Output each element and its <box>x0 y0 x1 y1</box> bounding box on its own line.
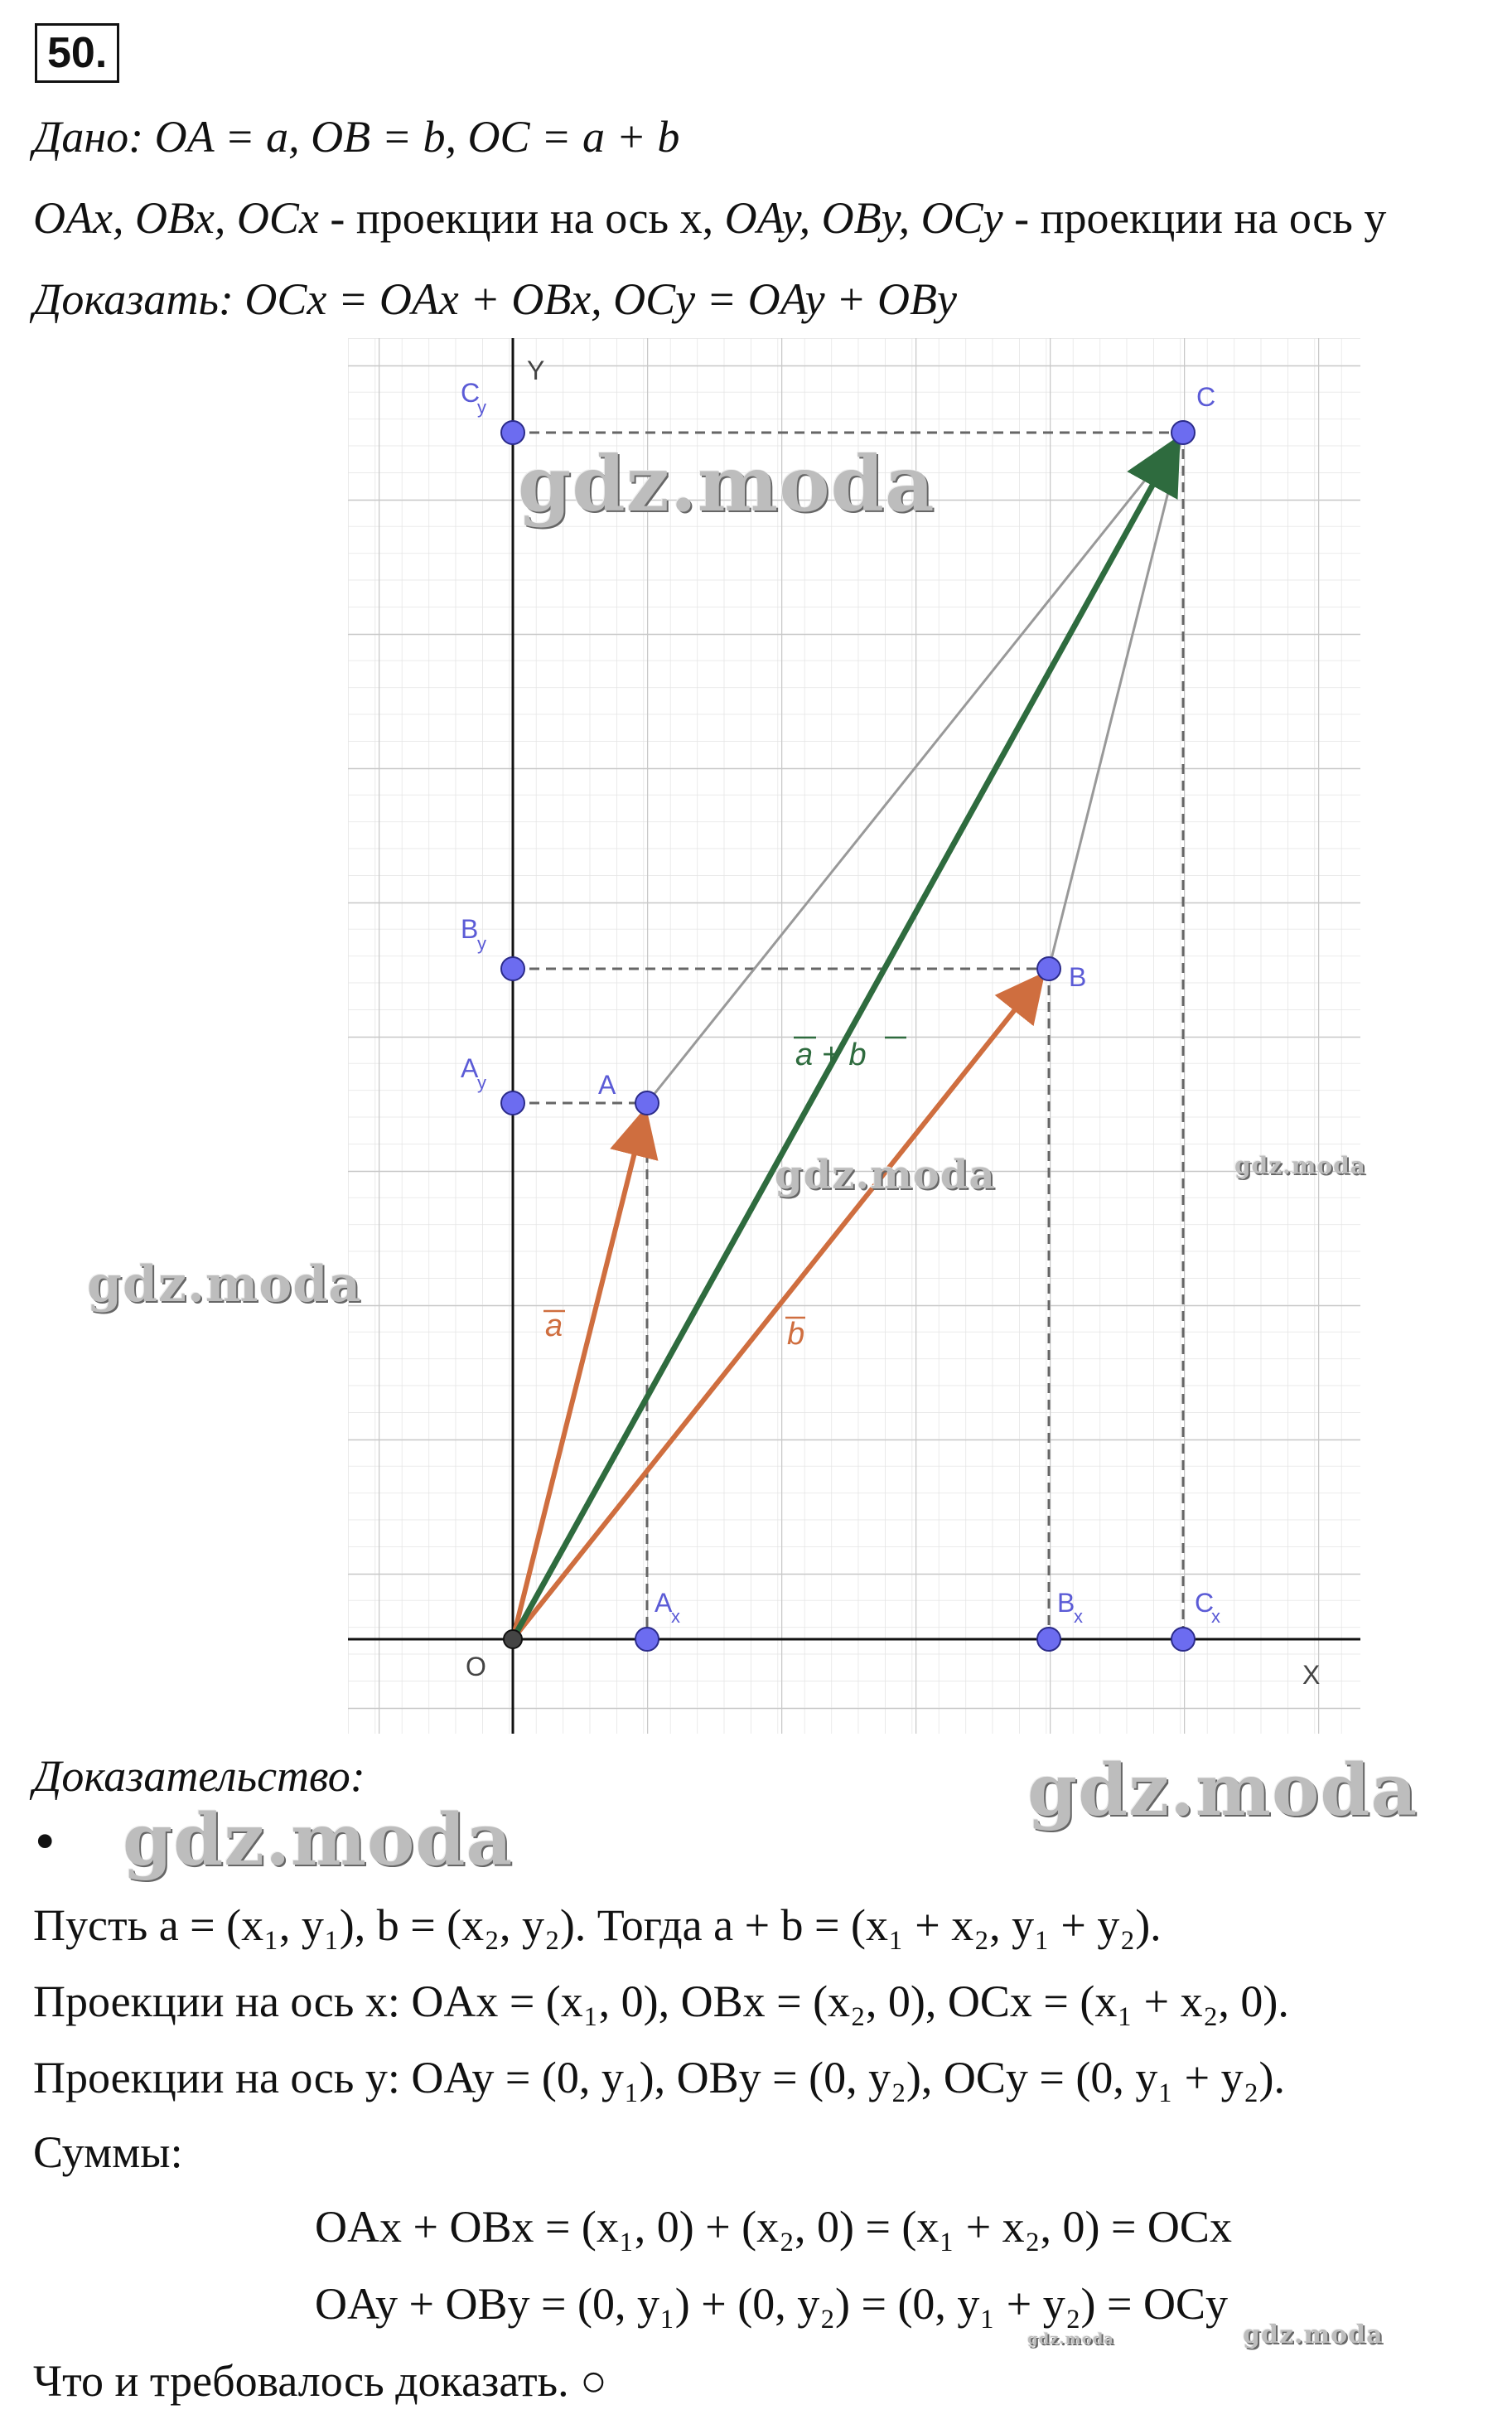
prove-formula: OCx = OAx + OBx, OCy = OAy + OBy <box>244 274 957 324</box>
label-ay: A <box>461 1053 479 1083</box>
watermark: gdz.moda <box>1234 1152 1366 1179</box>
conclusion: Что и требовалось доказать. ○ <box>33 2356 607 2406</box>
proof-line-3: Проекции на ось y: OAy = (0, y₁), OBy = (0, y₂), OCy = (0, y₁ + y₂). <box>33 2053 1285 2102</box>
bullet-icon: • <box>35 1810 56 1874</box>
watermark: gdz.moda <box>1027 2330 1114 2348</box>
grid <box>348 338 1360 1734</box>
sum-equation-y: OAy + OBy = (0, y₁) + (0, y₂) = (0, y₁ + y₂) = OCy <box>315 2279 1228 2329</box>
projections-y-list: OAy, OBy, OCy <box>724 193 1003 243</box>
point-ax <box>635 1628 659 1651</box>
given-label: Дано: <box>33 112 144 162</box>
axis-x-label: X <box>1302 1660 1321 1690</box>
projections-y-text: - проекции на ось y <box>1002 193 1387 243</box>
prove-label: Доказать: <box>33 274 234 324</box>
label-cx: C <box>1195 1588 1215 1618</box>
point-o <box>504 1630 522 1648</box>
origin-label: O <box>466 1652 486 1681</box>
watermark: gdz.moda <box>87 1256 362 1314</box>
vector-sum-label: a + b <box>795 1038 867 1072</box>
label-by-sub: y <box>477 933 486 954</box>
axis-y-label: Y <box>527 356 545 385</box>
label-bx-sub: x <box>1074 1606 1083 1627</box>
label-cy: C <box>461 378 481 408</box>
point-c <box>1171 421 1195 444</box>
point-ay <box>501 1091 524 1115</box>
proof-line-2: Проекции на ось x: OAx = (x₁, 0), OBx = (x₂, 0), OCx = (x₁ + x₂, 0). <box>33 1976 1289 2026</box>
point-bx <box>1037 1628 1060 1651</box>
sums-label: Суммы: <box>33 2127 183 2177</box>
label-ax: A <box>655 1588 673 1618</box>
point-b <box>1037 957 1060 980</box>
label-ay-sub: y <box>477 1072 486 1093</box>
label-b: B <box>1069 962 1087 992</box>
problem-number: 50. <box>35 23 119 83</box>
point-cx <box>1171 1628 1195 1651</box>
proof-label: Доказательство: <box>33 1751 365 1801</box>
proof-line-1: Пусть a = (x₁, y₁), b = (x₂, y₂). Тогда a + b = (x₁ + x₂, y₁ + y₂). <box>33 1900 1162 1950</box>
given-formula: OA = a, OB = b, OC = a + b <box>154 112 680 162</box>
point-a <box>635 1091 659 1115</box>
watermark: gdz.moda <box>518 439 935 529</box>
label-cx-sub: x <box>1211 1606 1220 1627</box>
label-by: B <box>461 914 479 944</box>
label-cy-sub: y <box>477 397 486 418</box>
point-by <box>501 957 524 980</box>
label-ax-sub: x <box>671 1606 680 1627</box>
label-a: A <box>598 1070 616 1100</box>
projections-x-text: - проекции на ось x, <box>318 193 714 243</box>
label-c: C <box>1196 382 1216 412</box>
watermark: gdz.moda <box>123 1798 514 1882</box>
watermark: gdz.moda <box>775 1152 996 1198</box>
sum-equation-x: OAx + OBx = (x₁, 0) + (x₂, 0) = (x₁ + x₂, 0) = OCx <box>315 2202 1232 2252</box>
projections-x-list: OAx, OBx, OCx <box>33 193 319 243</box>
vector-b-label: b <box>787 1317 805 1352</box>
label-bx: B <box>1057 1588 1075 1618</box>
vector-a-label: a <box>545 1309 563 1343</box>
watermark: gdz.moda <box>1243 2320 1384 2349</box>
watermark: gdz.moda <box>1027 1749 1418 1832</box>
